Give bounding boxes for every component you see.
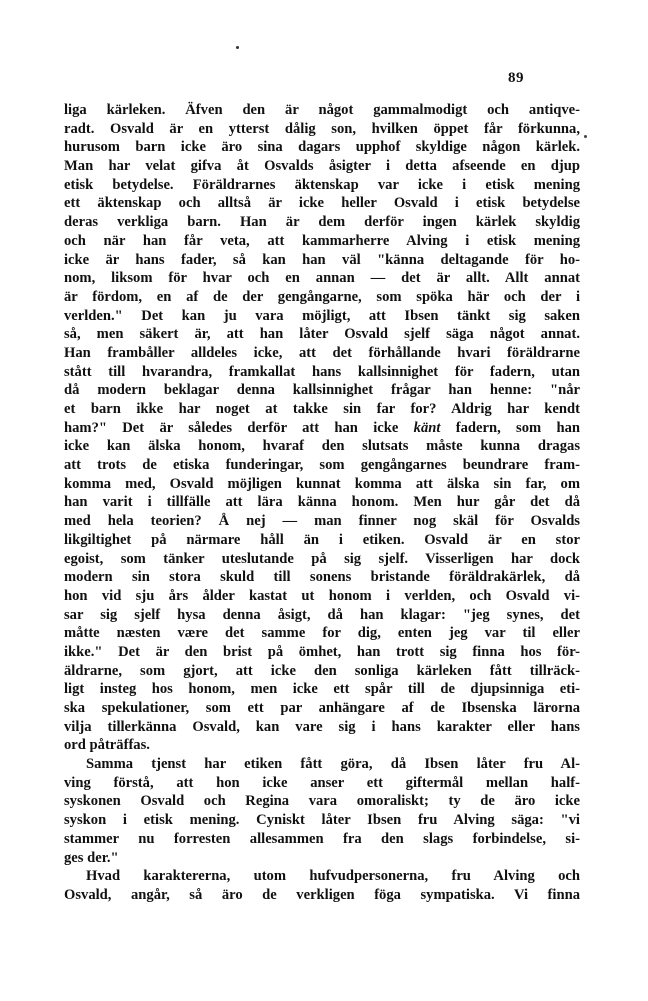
text-line: ett äktenskap och alltså är icke heller Osvald i etisk betydelse [64, 195, 580, 212]
text-line: att trots de etiska funderingar, som gengångarnes beundrare fram- [64, 457, 580, 474]
text-line: verlden." Det kan ju vara möjligt, att Ibsen tänkt sig saken [64, 307, 580, 324]
text-segment: fadern, som han [455, 419, 581, 436]
text-line: och när han får veta, att kammarherre Alving i etisk mening [64, 232, 580, 249]
text-line: icke kan älska honom, hvaraf den slutsats måste kunna dragas [64, 438, 580, 455]
text-line: vilja tillerkänna Osvald, kan vare sig i hans karakter eller hans [64, 718, 580, 735]
text-line: ving förstå, att hon icke anser ett giftermål mellan half- [64, 774, 580, 791]
text-line-paragraph-start: Samma tjenst har etiken fått göra, då Ibsen låter fru Al- [86, 756, 580, 773]
body-text [64, 101, 580, 905]
text-line-paragraph-end: ord påträffas. [64, 737, 150, 754]
text-line-paragraph-start: Hvad karaktererna, utom hufvudpersonerna, fru Alving och [86, 868, 580, 885]
text-line: hon vid sju års ålder kastat ut honom i verlden, och Osvald vi- [64, 587, 580, 604]
text-line: syskon i etisk mening. Cyniskt låter Ibsen fru Alving säga: "vi [64, 812, 580, 829]
text-line: komma med, Osvald möjligen kunnat komma att älska sin far, om [64, 475, 580, 492]
text-line: icke är hans fader, så kan han väl "känna deltagande för ho- [64, 251, 580, 268]
print-speck [236, 46, 239, 49]
italic-word: känt [413, 419, 441, 436]
text-line: med hela teorien? Å nej — man finner nog skäl för Osvalds [64, 513, 580, 530]
text-line: hurusom barn icke äro sina dagars upphof skyldige någon kärlek. [64, 139, 580, 156]
text-line: är fördom, en af de der gengångarne, som spöka här och der i [64, 288, 580, 305]
text-line: deras verkliga barn. Han är dem derför ingen kärlek skyldig [64, 214, 580, 231]
text-line: måtte næsten være det samme for dig, enten jeg var til eller [64, 625, 580, 642]
text-line: äldrarne, som gjort, att icke den sonliga kärleken fått tillräck- [64, 662, 580, 679]
text-line: nom, liksom för hvar och en annan — det är allt. Allt annat [64, 270, 580, 287]
page-number: 89 [508, 70, 524, 86]
text-line: likgiltighet på närmare håll än i etiken. Osvald är en stor [64, 531, 580, 548]
print-speck-margin [584, 135, 587, 138]
text-line: modern sin stora skuld till sonens bristande föräldrakärlek, då [64, 569, 580, 586]
text-line: ikke." Det är den brist på ömhet, han trott sig finna hos för- [64, 643, 580, 660]
text-line: så, men säkert är, att han låter Osvald sjelf säga något annat. [64, 326, 580, 343]
text-line: stått till hvarandra, framkallat hans kallsinnighet för fadern, utan [64, 363, 580, 380]
text-line: egoist, som tänker uteslutande på sig sjelf. Visserligen har dock [64, 550, 580, 567]
text-line: sar sig sjelf hysa denna åsigt, då han klagar: "jeg synes, det [64, 606, 580, 623]
text-line: Han frambåller alldeles icke, att det förhållande hvari föräldrarne [64, 344, 580, 361]
text-line: då modern beklagar denna kallsinnighet frågar han henne: "når [64, 382, 580, 399]
text-line: liga kärleken. Äfven den är något gammalmodigt och antiqve- [64, 102, 580, 118]
text-line: stammer nu forresten allesammen fra den slags forbindelse, si- [64, 830, 580, 847]
text-segment: ham?" Det är således derför att han icke [64, 419, 399, 436]
text-line: Osvald, angår, så äro de verkligen föga sympatiska. Vi finna [64, 886, 580, 903]
text-line-with-italic [64, 419, 580, 438]
text-line-paragraph-end: ges der." [64, 849, 119, 866]
text-line: syskonen Osvald och Regina vara omoraliskt; ty de äro icke [64, 793, 580, 810]
text-line: han varit i tillfälle att lära känna honom. Men hur går det då [64, 494, 580, 511]
text-line: ska spekulationer, som ett par anhängare af de Ibsenska lärorna [64, 700, 580, 716]
text-line: Man har velat gifva åt Osvalds åsigter i detta afseende en djup [64, 158, 580, 175]
text-line: radt. Osvald är en ytterst dålig son, hvilken öppet får förkunna, [64, 120, 580, 137]
text-line: ligt insteg hos honom, men icke ett spår till de djupsinniga eti- [64, 681, 580, 698]
text-line: et barn ikke har noget at takke sin far for? Aldrig har kendt [64, 401, 580, 417]
text-line: etisk betydelse. Föräldrarnes äktenskap var icke i etisk mening [64, 176, 580, 193]
